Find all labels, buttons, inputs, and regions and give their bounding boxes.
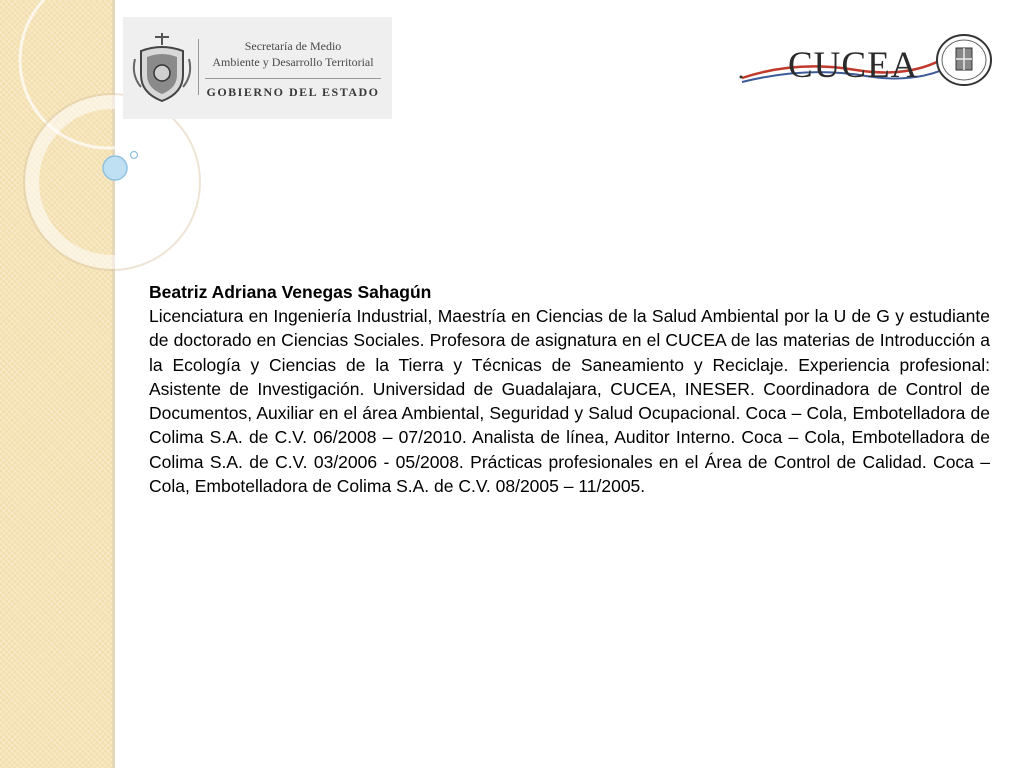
state-seal-icon — [131, 29, 193, 107]
logo-rule — [205, 78, 381, 79]
cucea-wordmark: CUCEA — [788, 45, 919, 86]
blue-dot-small — [131, 152, 138, 159]
org-name-line1: Secretaría de Medio — [244, 39, 342, 53]
university-emblem-icon — [934, 32, 994, 88]
blue-dot-large — [103, 156, 127, 180]
profile-name: Beatriz Adriana Venegas Sahagún — [149, 282, 432, 302]
logo-divider — [198, 39, 199, 95]
government-label: GOBIERNO DEL ESTADO — [206, 85, 380, 99]
org-name-line2: Ambiente y Desarrollo Territorial — [212, 55, 374, 69]
cucea-logo — [736, 30, 998, 96]
profile-content — [149, 280, 990, 498]
semadet-logo — [123, 17, 392, 119]
profile-bio: Licenciatura en Ingeniería Industrial, Maestría en Ciencias de la Salud Ambiental por la U de G y estudiante de doctorado en Ciencias Sociales. Profesora de asignatura en el CUCEA de las materias de Introducción a la Ecología y Ciencias de la Tierra y Técnicas de Saneamiento y Reciclaje. Experiencia profesional: Asistente de Investigación. Universidad de Guadalajara, CUCEA, INESER. Coordinadora de Control de Documentos, Auxiliar en el área Ambiental, Seguridad y Salud Ocupacional. Coca – Cola, Embotelladora de Colima S.A. de C.V. 06/2008 – 07/2010. Analista de línea, Auditor Interno. Coca – Cola, Embotelladora de Colima S.A. de C.V. 03/2006 - 05/2008. Prácticas profesionales en el Área de Control de Calidad. Coca – Cola, Embotelladora de Colima S.A. de C.V. 08/2005 – 11/2005. — [149, 306, 990, 497]
